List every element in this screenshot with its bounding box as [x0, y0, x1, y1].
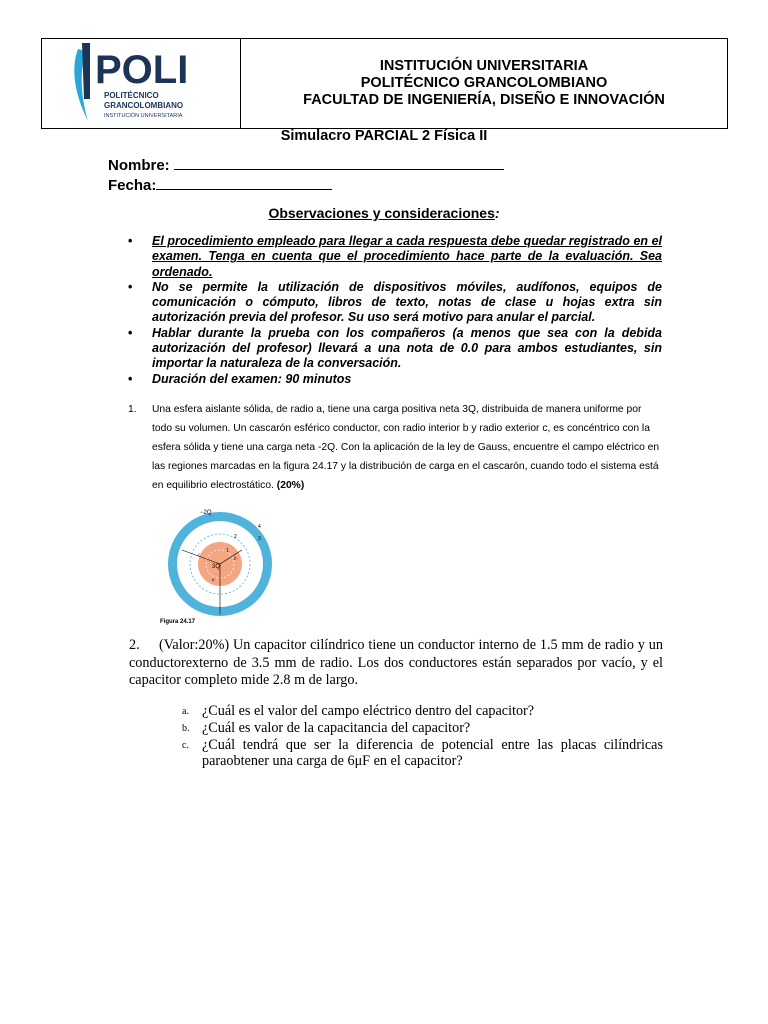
svg-text:b: b	[234, 557, 237, 562]
svg-text:a: a	[212, 578, 215, 583]
list-item: • El procedimiento empleado para llegar a cada respuesta debe quedar registrado en el examen. Tenga en cuenta que el procedimiento hace parte de la evaluación. Sea ordenado.	[128, 234, 662, 279]
question-1-text: Una esfera aislante sólida, de radio a, tiene una carga positiva neta 3Q, distribuida de manera uniforme por todo su volumen. Un cascarón esférico conductor, con radio interior b y radio exterior c, es concéntrico con la esfera sólida y tiene una carga neta -2Q. Con la aplicación de la ley de Gauss, encuentre el campo eléctrico en las regiones marcadas en la figura 24.17 y la distribución de carga en el cascarón, cuando todo el sistema está en equilibrio electrostático.	[152, 404, 660, 491]
question-2-number: 2.	[129, 637, 140, 653]
charge-label: −2Q	[200, 510, 212, 516]
logo-sub3: INSTITUCIÓN UNIVERSITARIA	[104, 113, 183, 119]
list-item: b. ¿Cuál es valor de la capacitancia del capacitor?	[182, 719, 471, 736]
header-line3: FACULTAD DE INGENIERÍA, DISEÑO E INNOVACIÓN	[303, 92, 665, 108]
question-2-text: (Valor:20%) Un capacitor cilíndrico tiene un conductor interno de 1.5 mm de radio y un conductorexterno de 3.5 mm de radio. Los dos conductores están separados por vacío, y el capacitor completo mide 2.8 m de largo.	[129, 637, 663, 688]
date-label: Fecha:	[108, 177, 157, 194]
question-1-value: (20%)	[276, 480, 305, 491]
question-1	[128, 400, 662, 495]
header-line1: INSTITUCIÓN UNIVERSITARIA	[379, 58, 589, 74]
header-box	[41, 38, 728, 129]
logo-text: POLI	[95, 48, 189, 92]
list-item: c. ¿Cuál tendrá que ser la diferencia de potencial entre las placas cilíndricas paraobtener una carga de 6μF en el capacitor?	[182, 736, 663, 770]
list-item: a. ¿Cuál es el valor del campo eléctrico dentro del capacitor?	[182, 703, 535, 719]
list-item: • Hablar durante la prueba con los compañeros (a menos que sea con la debida autorización del profesor) llevará a una nota de 0.0 para ambos estudiantes, sin importar la naturaleza de la conversación.	[128, 325, 662, 371]
header-text	[241, 39, 727, 128]
svg-text:c: c	[198, 553, 201, 558]
inner-label: 3Q	[212, 564, 221, 570]
question-2	[129, 637, 663, 690]
name-label: Nombre:	[108, 157, 170, 174]
svg-text:2: 2	[234, 534, 237, 540]
observations-list	[128, 234, 662, 387]
list-item: • Duración del examen: 90 minutos	[128, 371, 352, 386]
observations-title: Observaciones y consideraciones:	[268, 205, 500, 221]
figure-24-17	[160, 506, 280, 626]
poli-logo	[70, 39, 240, 128]
name-field	[108, 156, 504, 174]
date-field	[108, 176, 332, 194]
date-line[interactable]	[156, 176, 332, 190]
logo-sub1: POLITÉCNICO	[104, 91, 159, 100]
question-1-number: 1.	[128, 404, 137, 415]
exam-title: Simulacro PARCIAL 2 Física II	[280, 128, 488, 144]
svg-text:3: 3	[258, 536, 261, 542]
figure-caption: Figura 24.17	[160, 619, 196, 625]
list-item: • No se permite la utilización de dispositivos móviles, audífonos, equipos de comunicación o cómputo, libros de texto, notas de clase u hojas extra sin autorización previa del profesor. Su uso será motivo para anular el parcial.	[128, 279, 662, 325]
svg-text:4: 4	[258, 524, 261, 530]
header-line2: POLITÉCNICO GRANCOLOMBIANO	[360, 75, 608, 91]
question-2-subs	[182, 703, 663, 770]
svg-text:1: 1	[226, 548, 229, 554]
logo-sub2: GRANCOLOMBIANO	[104, 101, 184, 110]
name-line[interactable]	[174, 156, 504, 170]
